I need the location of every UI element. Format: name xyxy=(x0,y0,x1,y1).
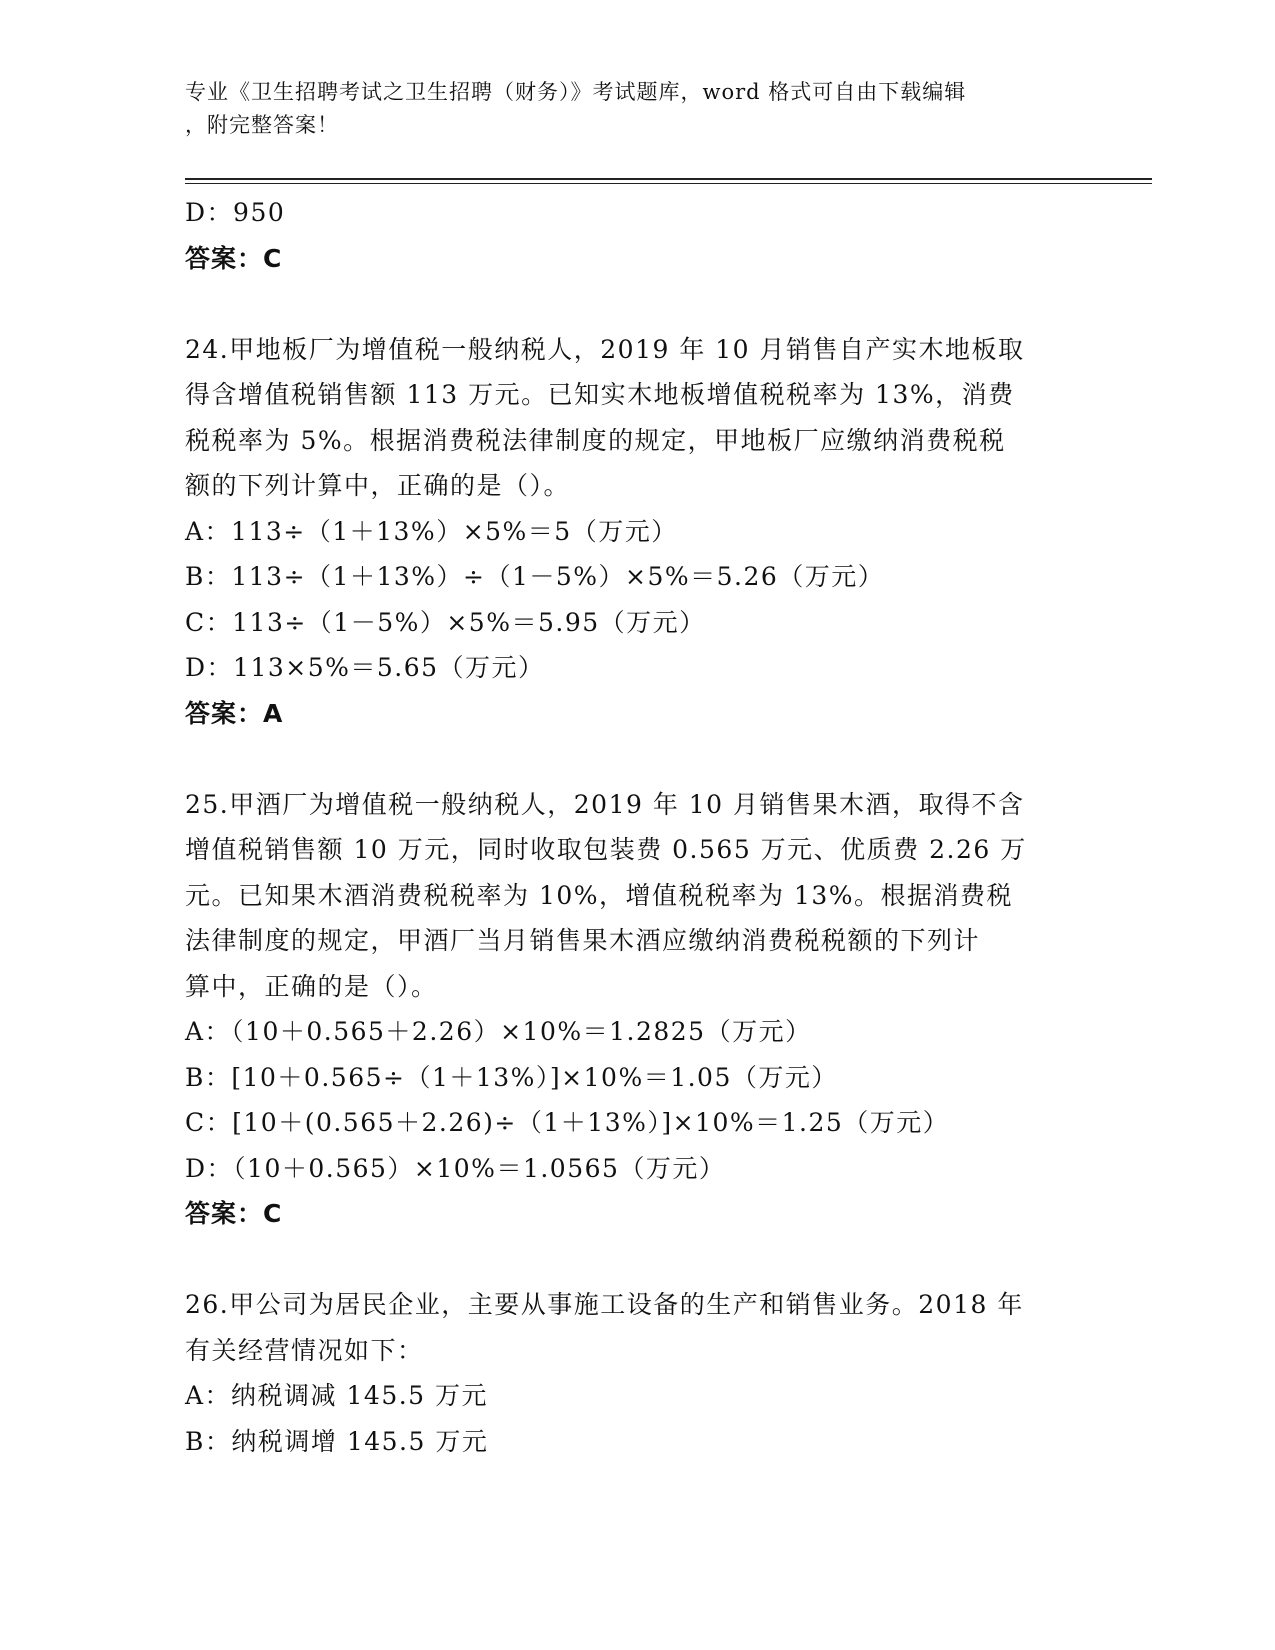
question-24-stem-line: 税税率为 5%。根据消费税法律制度的规定，甲地板厂应缴纳消费税税 xyxy=(185,425,1006,455)
question-26-stem-line: 26.甲公司为居民企业，主要从事施工设备的生产和销售业务。2018 年 xyxy=(185,1290,1024,1319)
question-24-stem-line: 额的下列计算中，正确的是（）。 xyxy=(185,471,571,500)
document-body xyxy=(185,190,1085,1464)
question-25-option-a: A：（10＋0.565＋2.26）×10%＝1.2825（万元） xyxy=(185,1017,812,1046)
question-25-answer: 答案：C xyxy=(185,1199,283,1228)
question-24 xyxy=(185,327,1085,737)
question-24-stem-line: 得含增值税销售额 113 万元。已知实木地板增值税税率为 13%，消费 xyxy=(185,380,1015,409)
question-25-option-b: B：[10＋0.565÷（1＋13%）]×10%＝1.05（万元） xyxy=(185,1062,838,1092)
question-26-stem-line: 有关经营情况如下： xyxy=(185,1335,424,1365)
question-25-stem-line: 25.甲酒厂为增值税一般纳税人，2019 年 10 月销售果木酒，取得不含 xyxy=(185,789,1025,819)
spacer xyxy=(185,736,1085,782)
question-25-stem-line: 法律制度的规定，甲酒厂当月销售果木酒应缴纳消费税税额的下列计 xyxy=(185,926,981,955)
question-26-option-b: B：纳税调增 145.5 万元 xyxy=(185,1426,489,1456)
question-25-option-c: C：[10＋(0.565＋2.26)÷（1＋13%）]×10%＝1.25（万元） xyxy=(185,1108,950,1137)
header-divider-thick xyxy=(185,178,1152,180)
question-25-stem-line: 增值税销售额 10 万元，同时收取包装费 0.565 万元、优质费 2.26 万 xyxy=(185,835,1027,864)
question-24-option-c: C：113÷（1－5%）×5%＝5.95（万元） xyxy=(185,607,706,637)
question-24-option-b: B：113÷（1＋13%）÷（1－5%）×5%＝5.26（万元） xyxy=(185,562,885,591)
question-26-option-a: A：纳税调减 145.5 万元 xyxy=(185,1381,489,1410)
question-25-stem-line: 元。已知果木酒消费税税率为 10%，增值税税率为 13%。根据消费税 xyxy=(185,880,1014,910)
header-divider-thin xyxy=(185,183,1152,184)
spacer xyxy=(185,281,1085,327)
question-25-stem-line: 算中，正确的是（）。 xyxy=(185,971,438,1001)
question-24-option-a: A：113÷（1＋13%）×5%＝5（万元） xyxy=(185,516,678,546)
question-24-stem-line: 24.甲地板厂为增值税一般纳税人，2019 年 10 月销售自产实木地板取 xyxy=(185,334,1025,364)
header-line-2: ，附完整答案！ xyxy=(185,113,339,137)
page-header xyxy=(185,76,1085,142)
header-line-1: 专业《卫生招聘考试之卫生招聘（财务）》考试题库，word 格式可自由下载编辑 xyxy=(185,80,967,104)
question-25 xyxy=(185,782,1085,1237)
prev-answer: 答案：C xyxy=(185,243,283,273)
question-24-answer: 答案：A xyxy=(185,698,284,728)
question-26 xyxy=(185,1282,1085,1464)
spacer xyxy=(185,1237,1085,1283)
question-24-option-d: D：113×5%＝5.65（万元） xyxy=(185,653,545,682)
question-25-option-d: D：（10＋0.565）×10%＝1.0565（万元） xyxy=(185,1153,726,1183)
prev-option-d: D：950 xyxy=(185,198,286,227)
